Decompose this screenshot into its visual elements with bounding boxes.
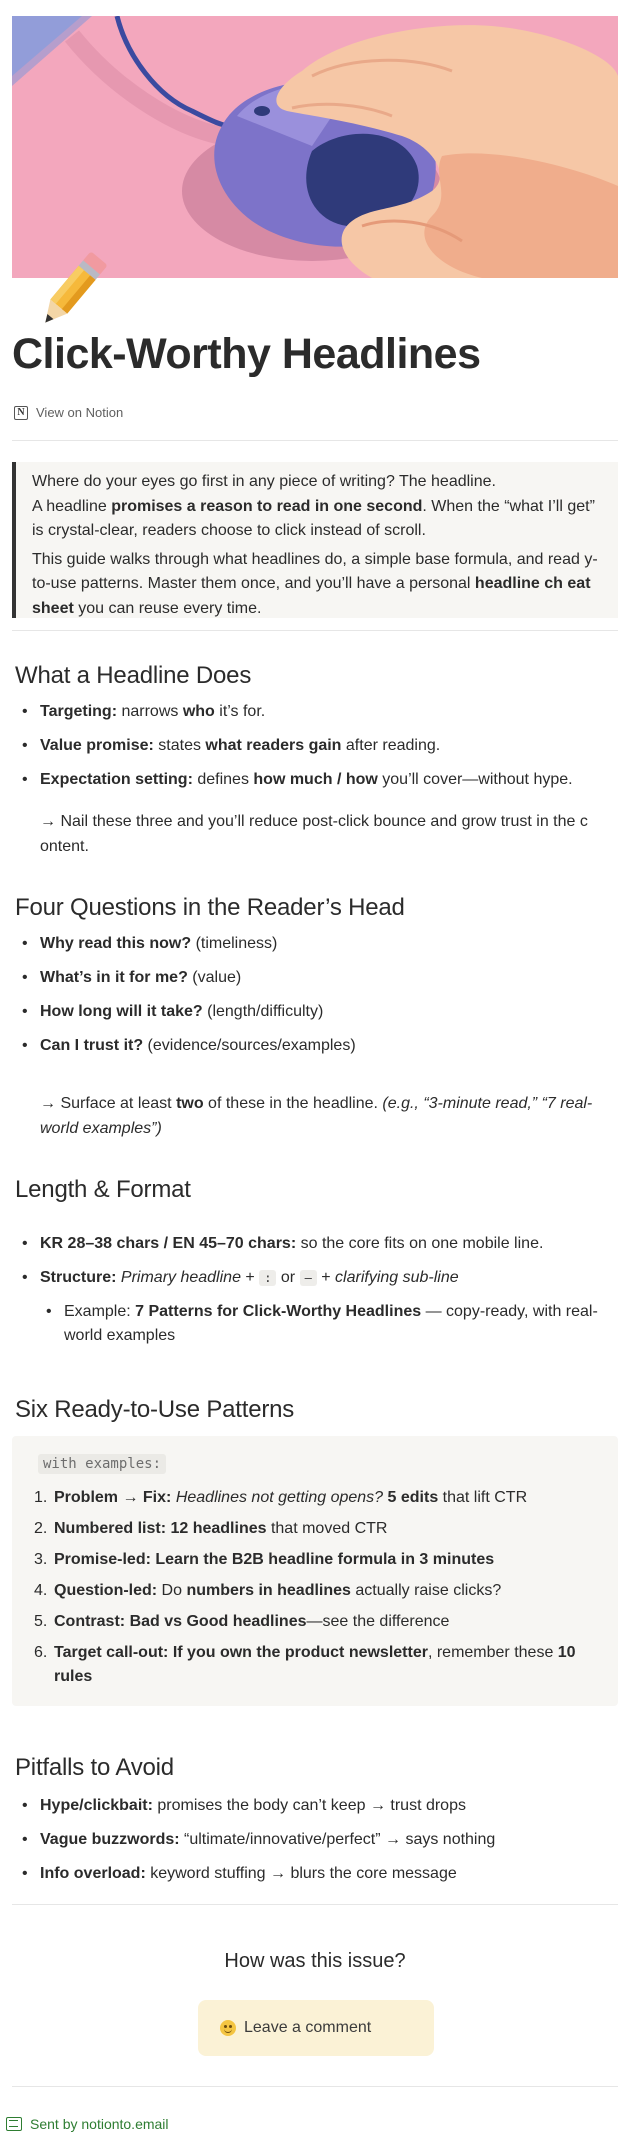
section-heading-patterns: Six Ready-to-Use Patterns — [15, 1396, 295, 1423]
smiling-face-icon — [220, 2020, 236, 2036]
examples-tag: with examples: — [38, 1454, 166, 1474]
headline-does-list — [20, 700, 616, 792]
section-heading-headline-does: What a Headline Does — [15, 662, 252, 689]
list-item: • Vague buzzwords: “ultimate/innovative/perfect” → says nothing — [20, 1828, 616, 1852]
intro-quote — [12, 462, 618, 618]
patterns-list — [34, 1486, 594, 1689]
notion-icon: N — [14, 406, 28, 420]
list-item: • Value promise: states what readers gain after reading. — [20, 734, 616, 758]
list-item: 3. Promise-led: Learn the B2B headline formula in 3 minutes — [34, 1551, 495, 1568]
section-heading-pitfalls: Pitfalls to Avoid — [15, 1754, 174, 1781]
leave-comment-button[interactable] — [198, 2000, 434, 2056]
list-item: 4. Question-led: Do numbers in headlines actually raise clicks? — [34, 1582, 502, 1599]
patterns-box — [12, 1436, 618, 1706]
pitfalls-list — [20, 1794, 616, 1886]
section-heading-four-questions: Four Questions in the Reader’s Head — [15, 894, 405, 921]
section-note: → Nail these three and you’ll reduce post-click bounce and grow trust in the c ontent. — [40, 813, 588, 855]
list-item: • Targeting: narrows who it’s for. — [20, 700, 616, 724]
list-item: • Structure: Primary headline + : or – + clarifying sub-line — [20, 1266, 616, 1290]
feedback-title: How was this issue? — [224, 1950, 406, 1972]
list-item: 5. Contrast: Bad vs Good headlines—see the difference — [34, 1613, 450, 1630]
list-item: • Why read this now? (timeliness) — [20, 932, 616, 956]
divider — [12, 2086, 618, 2087]
newsletter-icon — [6, 2117, 22, 2131]
section-note: → Surface at least two of these in the headline. (e.g., “3-minute read,” “7 real-world examples”) — [40, 1095, 593, 1137]
leave-comment-label: Leave a comment — [244, 2019, 372, 2036]
list-item: • Info overload: keyword stuffing → blurs the core message — [20, 1862, 616, 1886]
list-item: • Can I trust it? (evidence/sources/examples) — [20, 1034, 616, 1058]
list-item: • Hype/clickbait: promises the body can’t keep → trust drops — [20, 1794, 616, 1818]
list-item: • KR 28–38 chars / EN 45–70 chars: so the core fits on one mobile line. — [20, 1232, 616, 1256]
example-sub-item: • Example: 7 Patterns for Click-Worthy Headlines — copy-ready, with real-world examples — [46, 1300, 620, 1348]
list-item: • Expectation setting: defines how much / how you’ll cover—without hype. — [20, 768, 616, 792]
list-item: 1. Problem → Fix: Headlines not getting opens? 5 edits that lift CTR — [34, 1489, 528, 1506]
intro-line-2: A headline promises a reason to read in one second. When the “what I’ll get” is crystal-clear, readers choose to click instead of scroll. — [32, 497, 595, 539]
list-item: 2. Numbered list: 12 headlines that moved CTR — [34, 1520, 388, 1537]
divider — [12, 440, 618, 441]
cover-image — [12, 16, 618, 278]
section-heading-length-format: Length & Format — [15, 1176, 191, 1203]
list-item: • How long will it take? (length/difficulty) — [20, 1000, 616, 1024]
four-questions-list — [20, 932, 616, 1058]
divider — [12, 630, 618, 631]
page — [12, 16, 618, 2036]
sent-by-label: Sent by notionto.email — [30, 2116, 169, 2132]
divider — [12, 1904, 618, 1905]
length-format-list — [20, 1232, 616, 1290]
intro-line-3: This guide walks through what headlines do, a simple base formula, and read y-to-use patterns. Master them once, and you’ll have a personal headline ch eat sheet you can reuse every time. — [32, 550, 598, 617]
list-item: • What’s in it for me? (value) — [20, 966, 616, 990]
page-title: Click-Worthy Headlines — [12, 330, 481, 378]
view-on-notion-link[interactable] — [14, 405, 123, 420]
view-on-notion-label: View on Notion — [36, 405, 124, 420]
sent-by-link[interactable] — [6, 2116, 169, 2132]
mouse-hand-illustration — [12, 16, 618, 278]
pencil-icon — [30, 246, 112, 338]
intro-line-1: Where do your eyes go first in any piece of writing? The headline. — [32, 473, 496, 490]
list-item: 6. Target call-out: If you own the product newsletter, remember these 10 rules — [34, 1644, 576, 1685]
